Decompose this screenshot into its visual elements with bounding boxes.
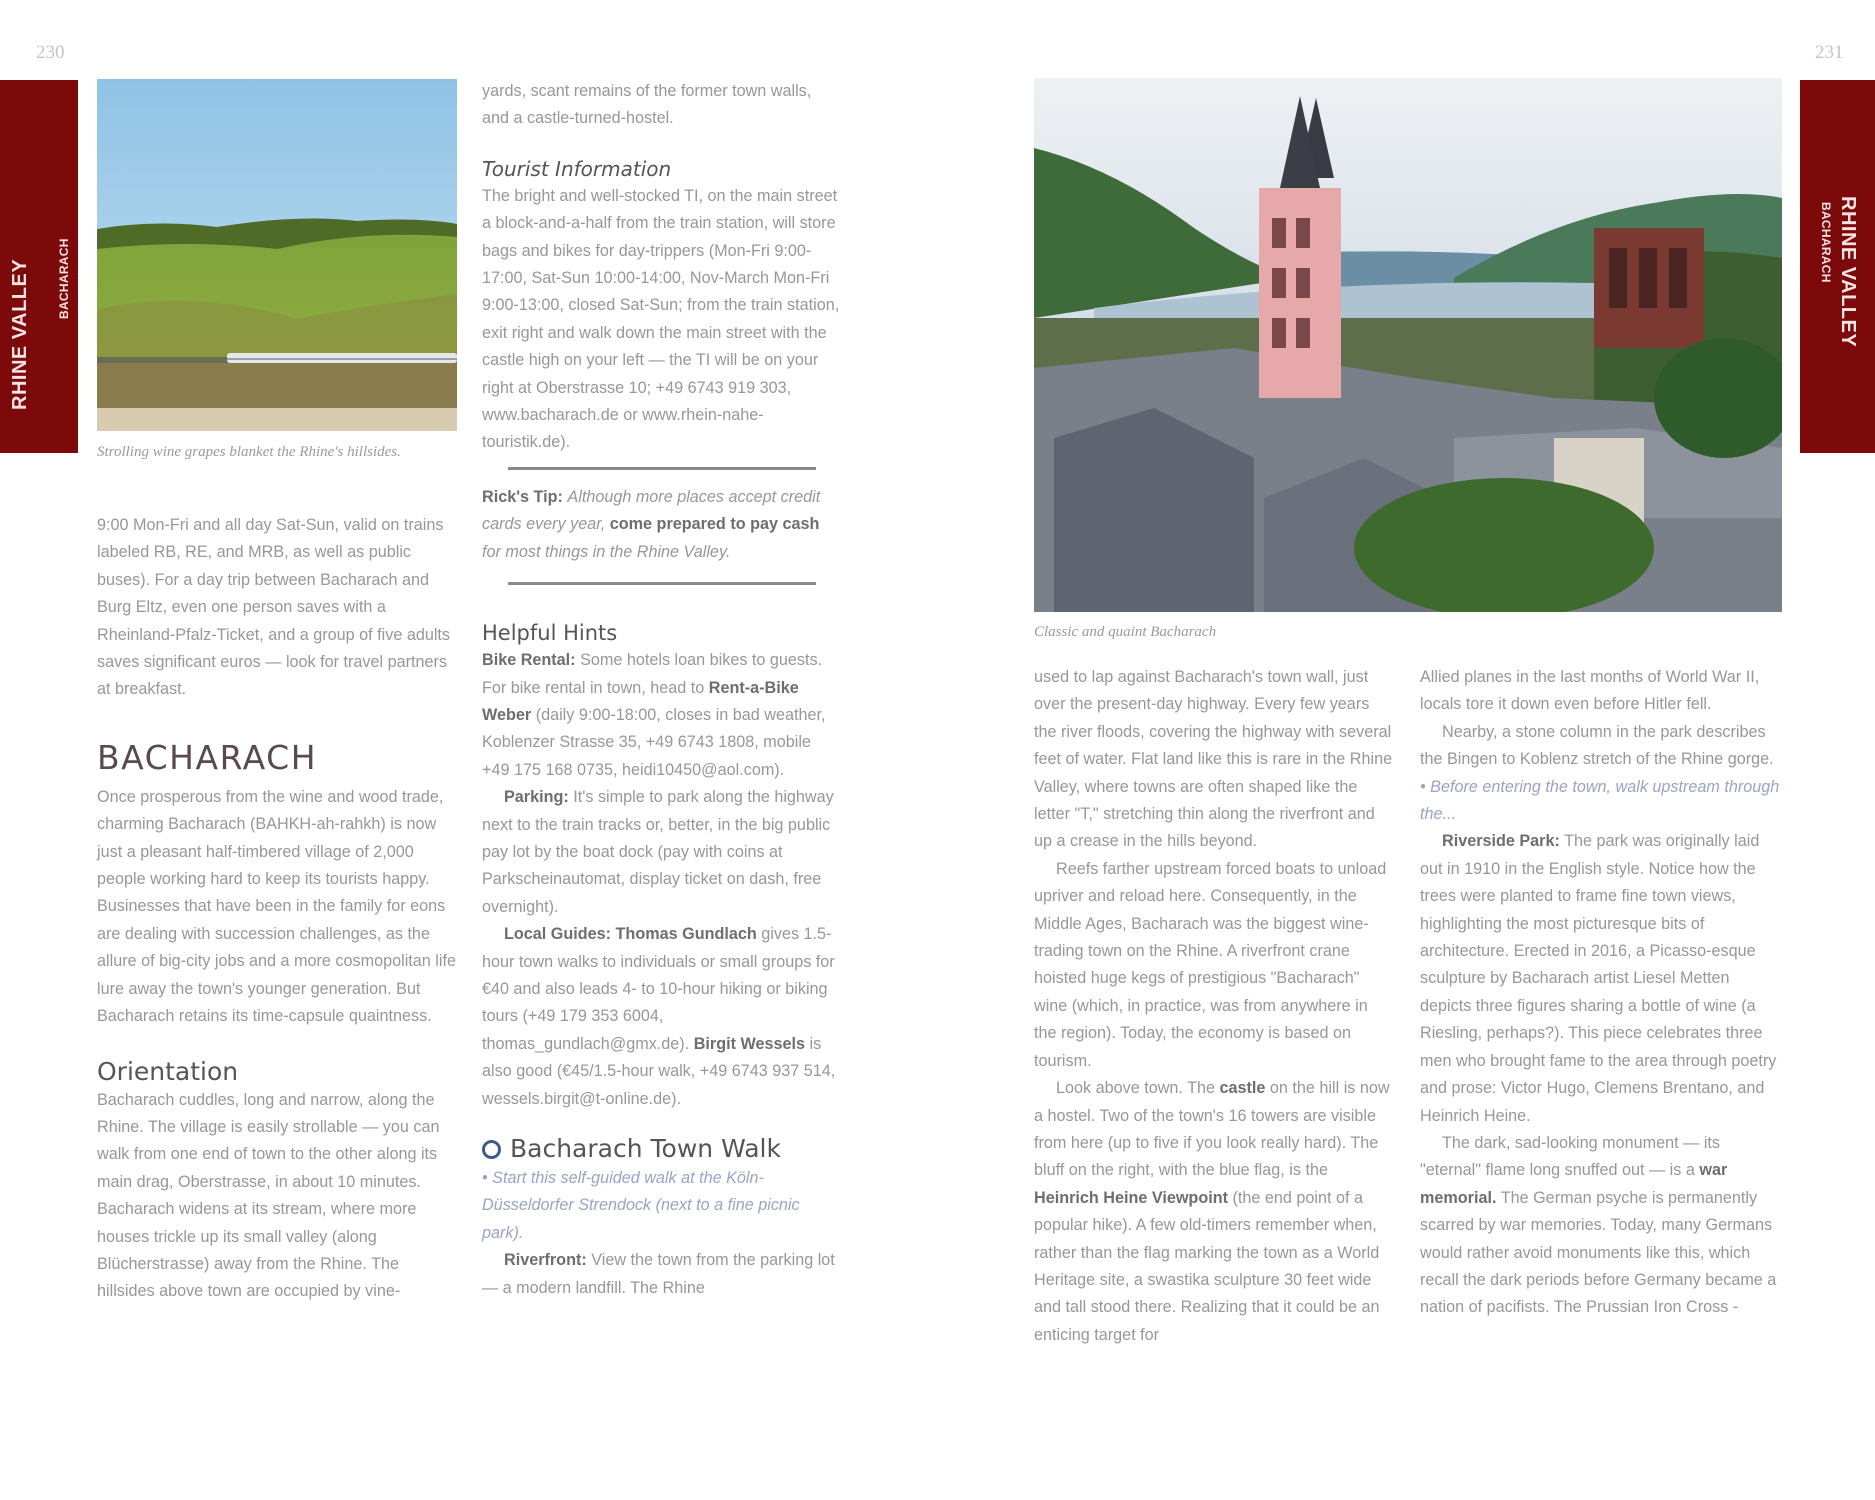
hint-bike-rental: Bike Rental: Some hotels loan bikes to guests. For bike rental in town, head to Rent-a-Bike Weber (daily 9:00-18:00, closes in bad weather, Koblenzer Strasse 35, +49 6743 1808, mobile +49 175 168 0735, heidi10450@aol.com).	[482, 651, 826, 779]
town-image	[1034, 78, 1782, 612]
continuation-paragraph: yards, scant remains of the former town walls, and a castle-turned-hostel.	[482, 82, 812, 128]
tip-bottom-rule	[508, 582, 816, 585]
bacharach-paragraph: Once prosperous from the wine and wood trade, charming Bacharach (BAHKH-ah-rahkh) is now just a pleasant half-timbered village of 2,000 people working hard to keep its tourists happy. Businesses that have been in the family for eons are dealing with succession challenges, as the allure of big-city jobs and a more cosmopolitan life lure away the town's younger generation. But Bacharach retains its time-capsule quaintness.	[97, 787, 457, 1026]
walk-circle-icon	[482, 1140, 501, 1159]
orientation-paragraph: Bacharach cuddles, long and narrow, along the Rhine. The village is easily strollable — you can walk from one end of town to the other along its main drag, Oberstrasse, in about 10 minutes. Bacharach widens at its stream, where more houses trickle up its small valley (along Blücherstrasse) away from the Rhine. The hillsides above town are occupied by vine-	[97, 1090, 440, 1301]
walk-start-bullet: • Start this self-guided walk at the Köln-Düsseldorfer Strendock (next to a fine picnic park).	[482, 1169, 800, 1242]
tourist-info-paragraph: The bright and well-stocked TI, on the main street a block-and-a-half from the train station, will store bags and bikes for day-trippers (Mon-Fri 9:00-17:00, Sat-Sun 10:00-14:00, Nov-March Mon-Fri 9:00-13:00, closed Sat-Sun; from the train station, exit right and walk down the main street with the castle high on your left — the TI will be on your right at Oberstrasse 10; +49 6743 919 303, www.bacharach.de or www.rhein-nahe-touristik.de).	[482, 186, 840, 452]
rhine-wall-paragraph: used to lap against Bacharach's town wall, just over the present-day highway. Every few years the river floods, covering the highway with several feet of water. Flat land like this is rare in the Rhine Valley, where towns are often shaped like the letter "T," stretching thin along the riverfront and up a crease in the hills beyond.	[1034, 668, 1393, 851]
allied-planes-paragraph: Allied planes in the last months of World War II, locals tore it down even before Hitler fell.	[1420, 668, 1760, 714]
tab-title: RHINE VALLEY	[9, 258, 31, 410]
page-number-left: 230	[36, 42, 65, 63]
war-memorial-paragraph: The dark, sad-looking monument — its "eternal" flame long snuffed out — is a war memorial. The German psyche is permanently scarred by war memories. Today, many Germans would rather avoid monuments like this, which recall the dark periods before Germany became a nation of pacifists. The Prussian Iron Cross -	[1420, 1133, 1777, 1317]
walk-upstream-bullet: • Before entering the town, walk upstream through the...	[1420, 777, 1780, 824]
vineyard-image	[97, 79, 457, 431]
ricks-tip: Rick's Tip: Although more places accept credit cards every year, come prepared to pay cash for most things in the Rhine Valley.	[482, 487, 821, 561]
tip-label: Rick's Tip:	[482, 487, 563, 506]
orientation-heading: Orientation	[97, 1056, 239, 1086]
column-2	[482, 78, 842, 1302]
stone-column-paragraph: Nearby, a stone column in the park describes the Bingen to Koblenz stretch of the Rhine gorge.	[1420, 722, 1774, 769]
photo-caption-right: Classic and quaint Bacharach	[1034, 624, 1217, 640]
tab-subtitle-left: BACHARACH	[57, 238, 71, 319]
column-3	[1034, 664, 1394, 1349]
helpful-hints-heading: Helpful Hints	[482, 621, 618, 646]
hint-local-guides: Local Guides: Thomas Gundlach gives 1.5-hour town walks to individuals or small groups for €40 and also leads 4- to 10-hour hiking or biking tours (+49 179 353 6004, thomas_gundlach@gmx.de). Birgit Wessels is also good (€45/1.5-hour walk, +49 6743 937 514, wessels.birgit@t-online.de).	[482, 925, 836, 1108]
riverfront-paragraph: Riverfront: View the town from the parking lot — a modern landfill. The Rhine	[482, 1251, 835, 1297]
photo-caption-left: Strolling wine grapes blanket the Rhine's hillsides.	[97, 444, 401, 460]
column-4	[1420, 664, 1785, 1322]
tab-subtitle-right: BACHARACH	[1819, 202, 1833, 283]
hint-parking: Parking: It's simple to park along the highway next to the train tracks or, better, in the big public pay lot by the boat dock (pay with coins at Parkscheinautomat, display ticket on dash, free overnight).	[482, 788, 834, 916]
castle-paragraph: Look above town. The castle on the hill is now a hostel. Two of the town's 16 towers are visible from here (up to five if you look really hard). The bluff on the right, with the blue flag, is the Heinrich Heine Viewpoint (the end point of a popular hike). A few old-timers remember when, rather than the flag marking the town as a World Heritage site, a swastika sculpture 30 feet wide and tall stood there. Realizing that it could be an enticing target for	[1034, 1079, 1390, 1344]
riverside-park-paragraph: Riverside Park: The park was originally laid out in 1910 in the English style. Notice how the trees were planted to frame fine town views, highlighting the most picturesque bits of architecture. Erected in 2016, a Picasso-esque sculpture by Bacharach artist Liesel Metten depicts three figures sharing a bottle of wine (a Riesling, perhaps?). This piece celebrates three men who brought fame to the area through poetry and prose: Victor Hugo, Clemens Brentano, and Heinrich Heine.	[1420, 832, 1777, 1125]
page-number-right: 231	[1815, 42, 1844, 63]
section-heading-bacharach: BACHARACH	[97, 737, 318, 777]
column-1	[97, 512, 457, 1306]
reefs-paragraph: Reefs farther upstream forced boats to unload upriver and reload here. Consequently, in the Middle Ages, Bacharach was the biggest wine-trading town on the Rhine. A riverfront crane hoisted huge kegs of prestigious "Bacharach" wine (which, in practice, was from anywhere in the region). Today, the economy is based on tourism.	[1034, 859, 1387, 1070]
photo-vineyard	[97, 79, 457, 431]
tip-top-rule	[508, 467, 816, 470]
tourist-info-heading: Tourist Information	[482, 156, 672, 181]
town-walk-heading: Bacharach Town Walk	[482, 1133, 842, 1165]
tab-title-right: RHINE VALLEY	[1837, 196, 1859, 348]
photo-bacharach-town	[1034, 78, 1782, 612]
intro-paragraph: 9:00 Mon-Fri and all day Sat-Sun, valid on trains labeled RB, RE, and MRB, as well as public buses). For a day trip between Bacharach and Burg Eltz, even one person saves with a Rheinland-Pfalz-Ticket, and a group of five adults saves significant euros — look for travel partners at breakfast.	[97, 516, 451, 699]
